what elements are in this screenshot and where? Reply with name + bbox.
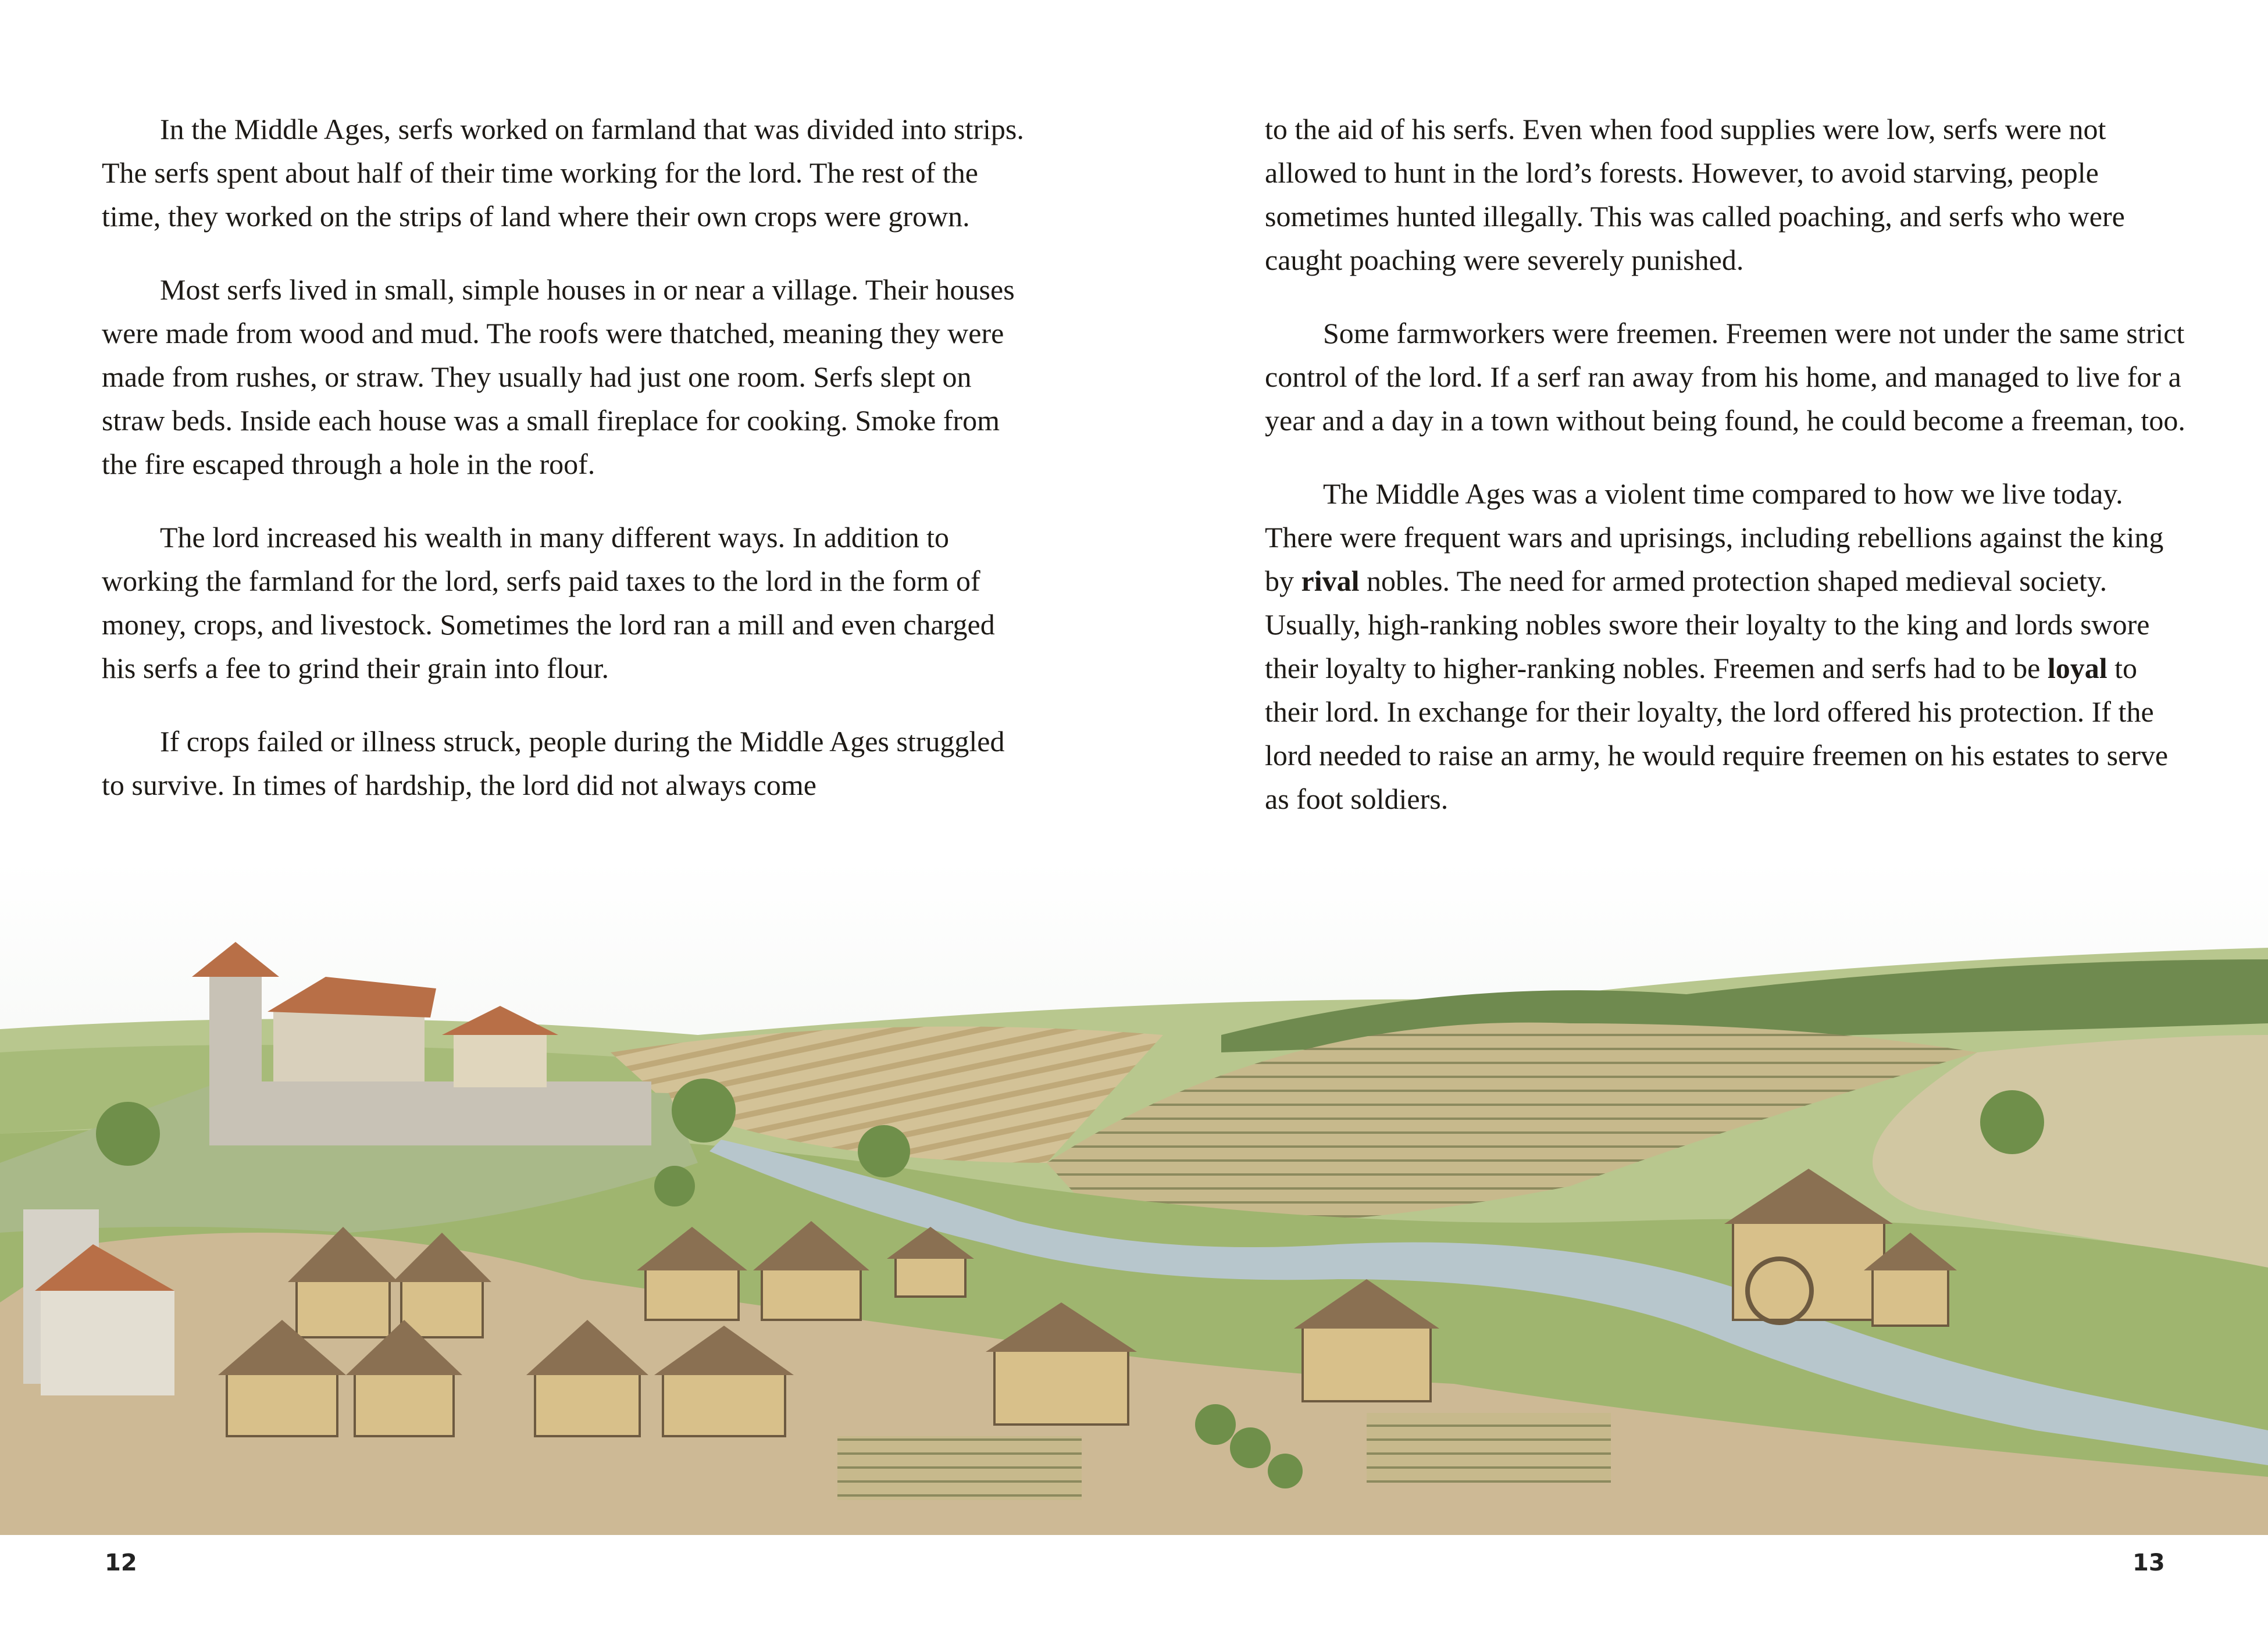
text-run: to their lord. In exchange for their loyalty, the lord offered his protection. If the lord needed to raise an army, he would require freemen on his estates to serve as foot soldiers. (1265, 652, 2169, 815)
vegetable-plot (837, 1436, 1082, 1500)
page-number: 12 (105, 1550, 137, 1576)
text-run: The Middle Ages was a violent time compared to how we live today. There were frequent wars and uprisings, including rebellions against the king by (1265, 477, 2164, 597)
vocab-term-rival: rival (1301, 565, 1360, 597)
paragraph: If crops failed or illness struck, people during the Middle Ages struggled to survive. In times of hardship, the lord did not always come (102, 725, 1005, 801)
paragraph (1265, 472, 2189, 821)
landscape-painting (0, 861, 2268, 1535)
text-run: nobles. The need for armed protection shaped medieval society. Usually, high-ranking nobles swore their loyalty to the king and lords swore their loyalty to higher-ranking nobles. Freemen and serfs had to be (1265, 565, 2150, 684)
paragraph: The lord increased his wealth in many different ways. In addition to working the farmland for the lord, serfs paid taxes to the lord in the form of money, crops, and livestock. Sometimes the lord ran a mill and even charged his serfs a fee to grind their grain into flour. (102, 521, 995, 684)
left-text-column (102, 108, 1026, 837)
castle-wall (209, 1081, 651, 1145)
paragraph: Most serfs lived in small, simple houses in or near a village. Their houses were made from wood and mud. The roofs were thatched, meaning they were made from rushes, or straw. They usually had just one room. Serfs slept on straw beds. Inside each house was a small fireplace for cooking. Smoke from the fire escaped through a hole in the roof. (102, 273, 1015, 480)
paragraph: Some farmworkers were freemen. Freemen were not under the same strict control of the lord. If a serf ran away from his home, and managed to live for a year and a day in a town without being found, he could become a freeman, too. (1265, 317, 2185, 437)
castle-tower (209, 977, 262, 1093)
church-nave (41, 1291, 174, 1395)
paragraph: In the Middle Ages, serfs worked on farmland that was divided into strips. The serfs spent about half of their time working for the lord. The rest of the time, they worked on the strips of land where their own crops were grown. (102, 113, 1024, 233)
garden-plot (1367, 1413, 1611, 1483)
castle-hall (273, 1012, 425, 1087)
paragraph-continuation: to the aid of his serfs. Even when food supplies were low, serfs were not allowed to hunt in the lord’s forests. However, to avoid starving, people sometimes hunted illegally. This was called poaching, and serfs who were caught poaching were severely punished. (1265, 113, 2125, 276)
page-number: 13 (2133, 1550, 2165, 1576)
right-text-column (1265, 108, 2189, 851)
gatehouse (454, 1035, 547, 1087)
village-illustration (0, 861, 2268, 1535)
vocab-term-loyal: loyal (2047, 652, 2107, 684)
